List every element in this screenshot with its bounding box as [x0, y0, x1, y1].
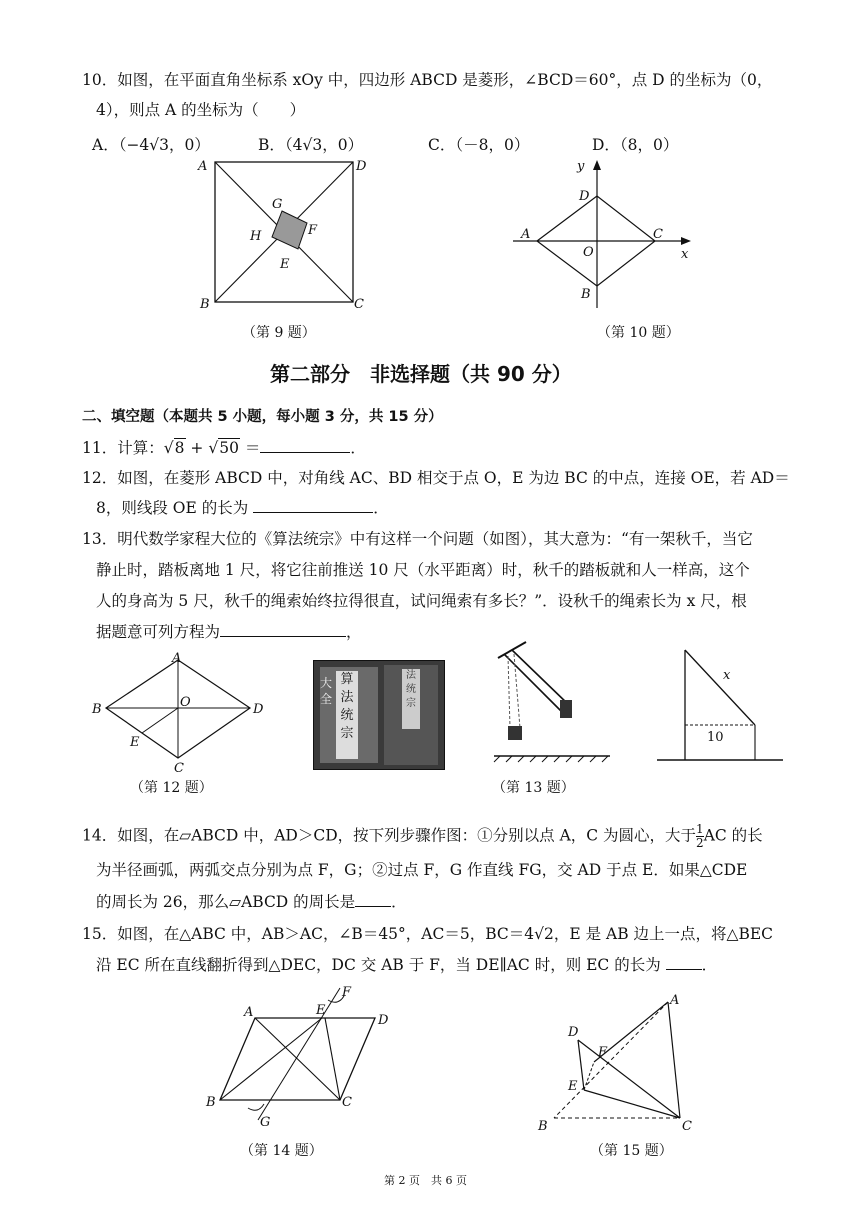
q12-line1: 12．如图，在菱形 ABCD 中，对角线 AC、BD 相交于点 O，E 为边 BC 的中点，连接 OE，若 AD＝	[82, 469, 790, 487]
fig15-caption: （第 15 题）	[590, 1143, 673, 1159]
fig12-label-d: D	[253, 702, 264, 717]
fig14-label-f: F	[342, 985, 352, 1000]
figure-10	[505, 158, 705, 310]
page-footer: 第 2 页 共 6 页	[384, 1174, 467, 1187]
fig10-label-a: A	[521, 227, 531, 242]
swing-illustration	[490, 640, 615, 768]
q10-line2: 4），则点 A 的坐标为（ ）	[96, 101, 306, 119]
fig10-label-o: O	[583, 245, 594, 260]
q15-line2-prefix: 沿 EC 所在直线翻折得到△DEC，DC 交 AB 于 F，当 DE∥AC 时，则 EC 的长为	[96, 956, 661, 974]
fig14-label-e: E	[316, 1003, 326, 1018]
q11-expr-b: 50	[219, 439, 239, 457]
q14-frac-den: 2	[696, 836, 704, 850]
fig15-label-d: D	[568, 1025, 579, 1040]
q15-line1: 15．如图，在△ABC 中，AB＞AC，∠B＝45°，AC＝5，BC＝4√2，E 是 AB 边上一点，将△BEC	[82, 925, 774, 943]
q14-answer-blank[interactable]	[355, 906, 391, 907]
q10-option-b: B．（4√3，0）	[258, 136, 364, 154]
fig9-label-g: G	[272, 197, 283, 212]
figure-9	[190, 150, 370, 315]
fig12-label-e: E	[130, 735, 140, 750]
fig13-caption: （第 13 题）	[492, 780, 575, 796]
fig15-label-a: A	[670, 993, 680, 1008]
q13-line2: 静止时，踏板离地 1 尺，将它往前推送 10 尺（水平距离）时，秋千的踏板就和人一样高，这个	[96, 561, 750, 579]
q11-expr-a: 8	[174, 439, 185, 457]
book-char-8: 统	[406, 684, 416, 695]
fig12-caption: （第 12 题）	[130, 780, 213, 796]
q13-line3: 人的身高为 5 尺，秋千的绳索始终拉得很直，试问绳索有多长？”．设秋千的绳索长为 x 尺，根	[96, 592, 747, 610]
book-cover-image	[313, 660, 445, 770]
fig9-label-b: B	[200, 297, 210, 312]
fig9-label-d: D	[356, 159, 367, 174]
q13-line4-suffix: ，	[346, 623, 362, 641]
fig14-caption: （第 14 题）	[240, 1143, 323, 1159]
part2-heading: 第二部分 非选择题（共 90 分）	[270, 362, 572, 386]
q14-line3-suffix: ．	[391, 893, 407, 911]
figure-12	[90, 650, 275, 775]
fig15-label-c: C	[682, 1119, 692, 1134]
book-char-9: 宗	[406, 698, 416, 709]
q10-line1: 10．如图，在平面直角坐标系 xOy 中，四边形 ABCD 是菱形，∠BCD＝60°，点 D 的坐标为（0，	[82, 71, 773, 89]
fig14-label-g: G	[260, 1115, 271, 1130]
fig10-label-c: C	[653, 227, 663, 242]
q13-answer-blank[interactable]	[220, 636, 346, 637]
q13-line4	[96, 620, 362, 642]
fig13-label-x: x	[723, 668, 731, 683]
fig14-label-a: A	[244, 1005, 254, 1020]
q14-line2: 为半径画弧，两弧交点分别为点 F，G；②过点 F，G 作直线 FG，交 AD 于点 E．如果△CDE	[96, 861, 748, 879]
q15-answer-blank[interactable]	[666, 969, 702, 970]
fig12-label-o: O	[180, 695, 191, 710]
fig10-label-d: D	[579, 189, 590, 204]
q13-line1: 13．明代数学家程大位的《算法统宗》中有这样一个问题（如图），其大意为：“有一架秋千，当它	[82, 530, 753, 548]
fig9-caption: （第 9 题）	[242, 325, 316, 341]
q14-line1-b: AC 的长	[703, 826, 763, 845]
q12-line2-prefix: 8，则线段 OE 的长为	[96, 499, 249, 517]
q13-line4-prefix: 据题意可列方程为	[96, 623, 221, 641]
book-char-5: 大	[319, 676, 332, 690]
q14-line1-a: 14．如图，在▱ABCD 中，AD＞CD，按下列步骤作图：①分别以点 A，C 为圆心，大于	[82, 826, 697, 845]
fig12-label-b: B	[92, 702, 102, 717]
swing-geometry-diagram	[655, 645, 785, 767]
fig9-label-h: H	[250, 229, 262, 244]
q15-line2	[96, 953, 717, 975]
q11-prefix: 11．计算：	[82, 439, 164, 457]
q11-sqrt-b-icon: √	[208, 439, 219, 457]
book-char-7: 法	[406, 670, 416, 681]
fig9-label-f: F	[308, 223, 318, 238]
q11-sqrt-a-icon: √	[163, 439, 174, 457]
book-char-6: 全	[319, 692, 332, 706]
fig10-caption: （第 10 题）	[597, 325, 680, 341]
figure-14	[200, 980, 400, 1130]
q11: 11．计算：√8 + √50 ＝ ．	[82, 439, 366, 457]
q11-suffix: ．	[350, 439, 366, 457]
fig10-label-b: B	[581, 287, 591, 302]
fig9-label-e: E	[280, 257, 290, 272]
q11-answer-blank[interactable]	[260, 452, 350, 453]
q12-line2-suffix: ．	[373, 499, 389, 517]
fig9-label-c: C	[354, 297, 364, 312]
fig15-label-b: B	[538, 1119, 548, 1134]
fig9-label-a: A	[198, 159, 208, 174]
q14-line3	[96, 890, 407, 912]
fig12-label-a: A	[172, 651, 182, 666]
q14-line3-prefix: 的周长为 26，那么▱ABCD 的周长是	[96, 893, 356, 911]
book-char-3: 统	[340, 708, 354, 723]
q10-option-a: A．（−4√3，0）	[92, 136, 210, 154]
fig15-label-e: E	[568, 1079, 578, 1094]
q14-frac-num: 1	[696, 822, 704, 836]
figure-15	[530, 990, 705, 1135]
fig14-label-b: B	[206, 1095, 216, 1110]
q10-option-d: D．（8，0）	[592, 136, 679, 154]
q14-line1	[82, 823, 763, 850]
book-char-1: 算	[340, 672, 354, 687]
q10-option-c: C．（－8，0）	[428, 136, 530, 154]
q12-answer-blank[interactable]	[253, 512, 373, 513]
fig13-label-10: 10	[707, 730, 724, 745]
fig10-label-x: x	[681, 247, 689, 262]
section2-title: 二、填空题（本题共 5 小题，每小题 3 分，共 15 分）	[82, 409, 443, 425]
book-char-4: 宗	[340, 726, 354, 741]
fig10-label-y: y	[577, 159, 585, 174]
book-char-2: 法	[340, 690, 354, 705]
fig12-label-c: C	[174, 761, 184, 775]
fig14-label-d: D	[378, 1013, 389, 1028]
q14-fraction	[696, 823, 704, 850]
q12-line2	[96, 496, 389, 518]
fig15-label-f: F	[598, 1045, 608, 1060]
fig14-label-c: C	[342, 1095, 352, 1110]
q15-line2-suffix: ．	[701, 956, 718, 974]
